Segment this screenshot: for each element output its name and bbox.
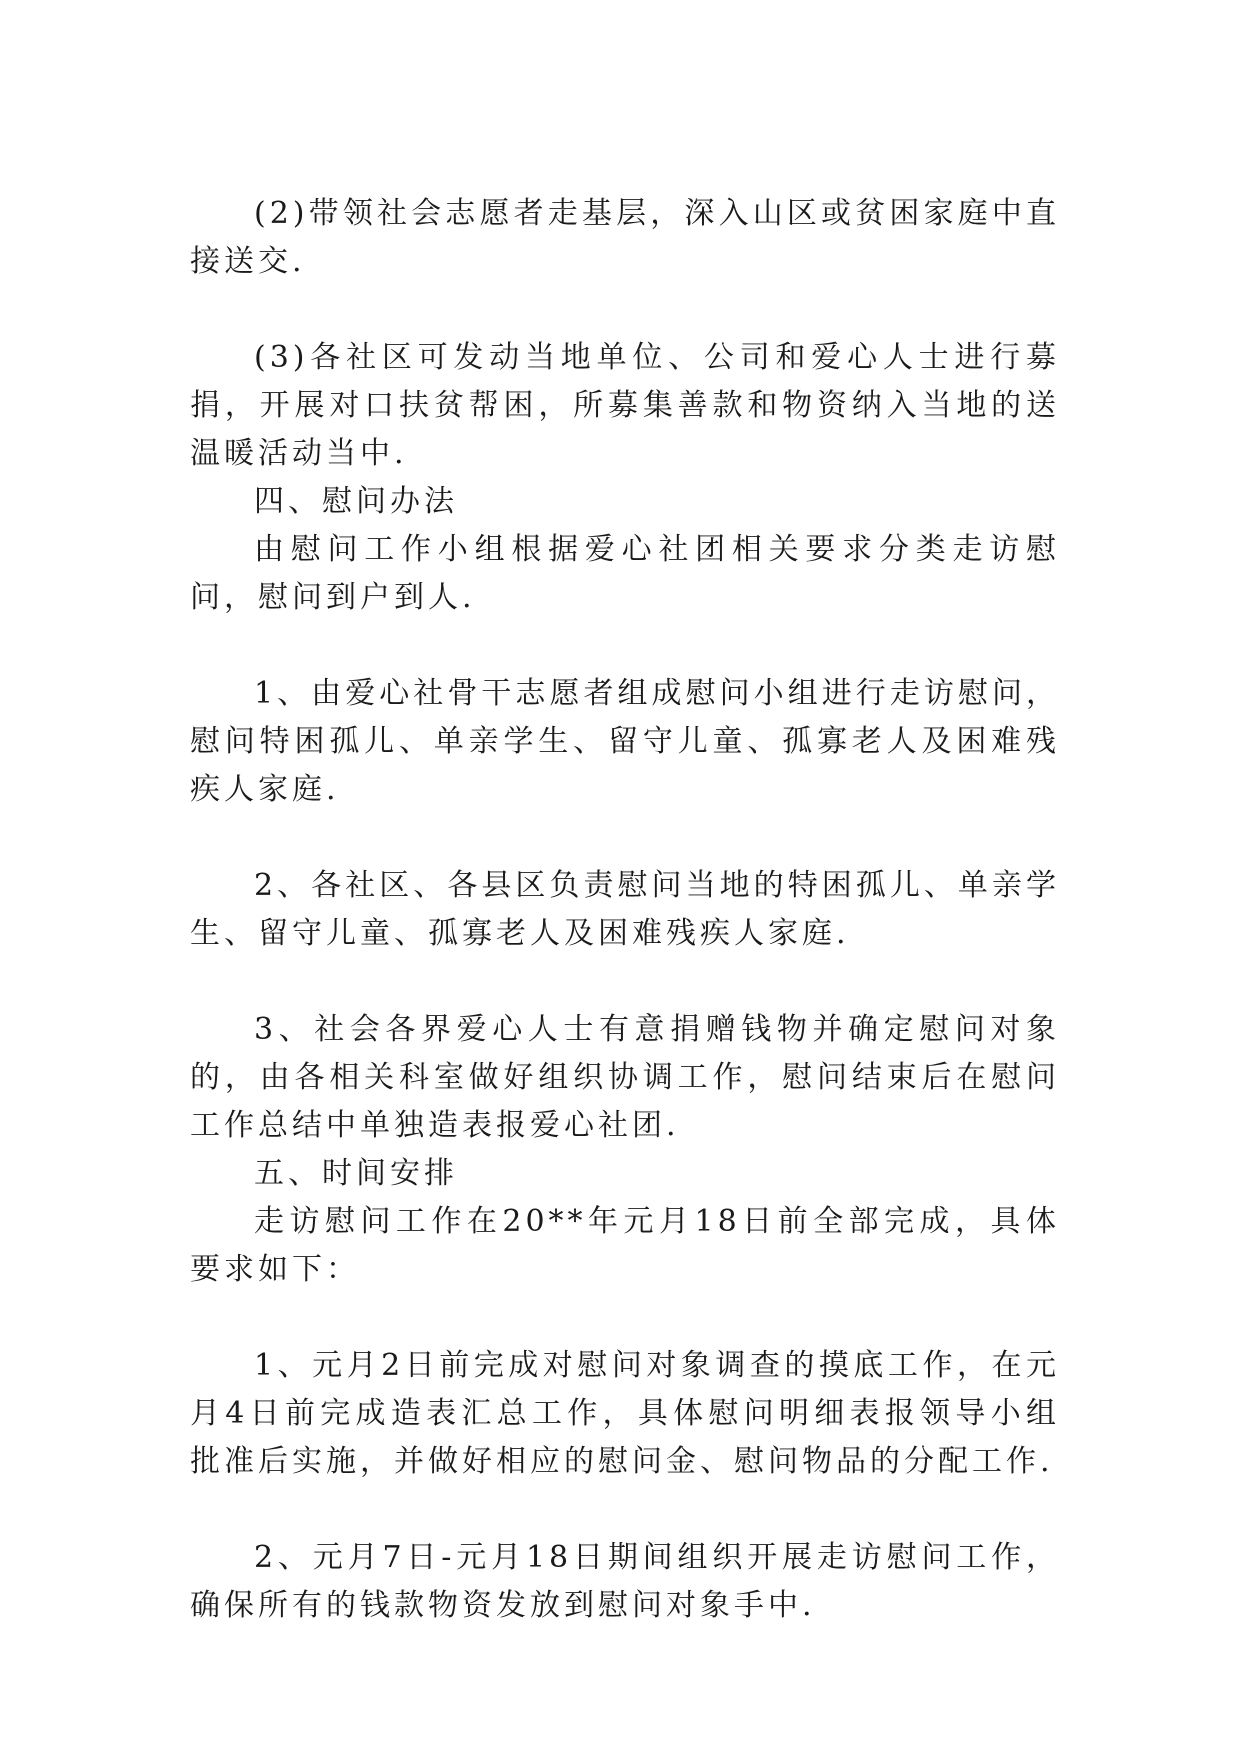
paragraph-method-intro: 由慰问工作小组根据爱心社团相关要求分类走访慰问，慰问到户到人. — [190, 532, 1060, 615]
paragraph-method-3: 3、社会各界爱心人士有意捐赠钱物并确定慰问对象的，由各相关科室做好组织协调工作，慰问结束后在慰问工作总结中单独造表报爱心社团. — [190, 1012, 1060, 1143]
paragraph-schedule-intro: 走访慰问工作在20**年元月18日前全部完成，具体要求如下： — [190, 1204, 1060, 1287]
paragraph-method-2: 2、各社区、各县区负责慰问当地的特困孤儿、单亲学生、留守儿童、孤寡老人及困难残疾人家庭. — [190, 868, 1060, 951]
section-heading-5: 五、时间安排 — [254, 1156, 458, 1191]
paragraph-schedule-2: 2、元月7日-元月18日期间组织开展走访慰问工作，确保所有的钱款物资发放到慰问对象手中. — [190, 1540, 1060, 1623]
paragraph-schedule-1: 1、元月2日前完成对慰问对象调查的摸底工作，在元月4日前完成造表汇总工作，具体慰问明细表报领导小组批准后实施，并做好相应的慰问金、慰问物品的分配工作. — [190, 1348, 1060, 1479]
section-heading-4: 四、慰问办法 — [254, 484, 458, 519]
paragraph-item-3: (3)各社区可发动当地单位、公司和爱心人士进行募捐，开展对口扶贫帮困，所募集善款和物资纳入当地的送温暖活动当中. — [190, 340, 1060, 471]
document-body — [190, 190, 1060, 1630]
paragraph-item-2: (2)带领社会志愿者走基层，深入山区或贫困家庭中直接送交. — [190, 196, 1060, 279]
paragraph-method-1: 1、由爱心社骨干志愿者组成慰问小组进行走访慰问，慰问特困孤儿、单亲学生、留守儿童、孤寡老人及困难残疾人家庭. — [190, 676, 1060, 807]
